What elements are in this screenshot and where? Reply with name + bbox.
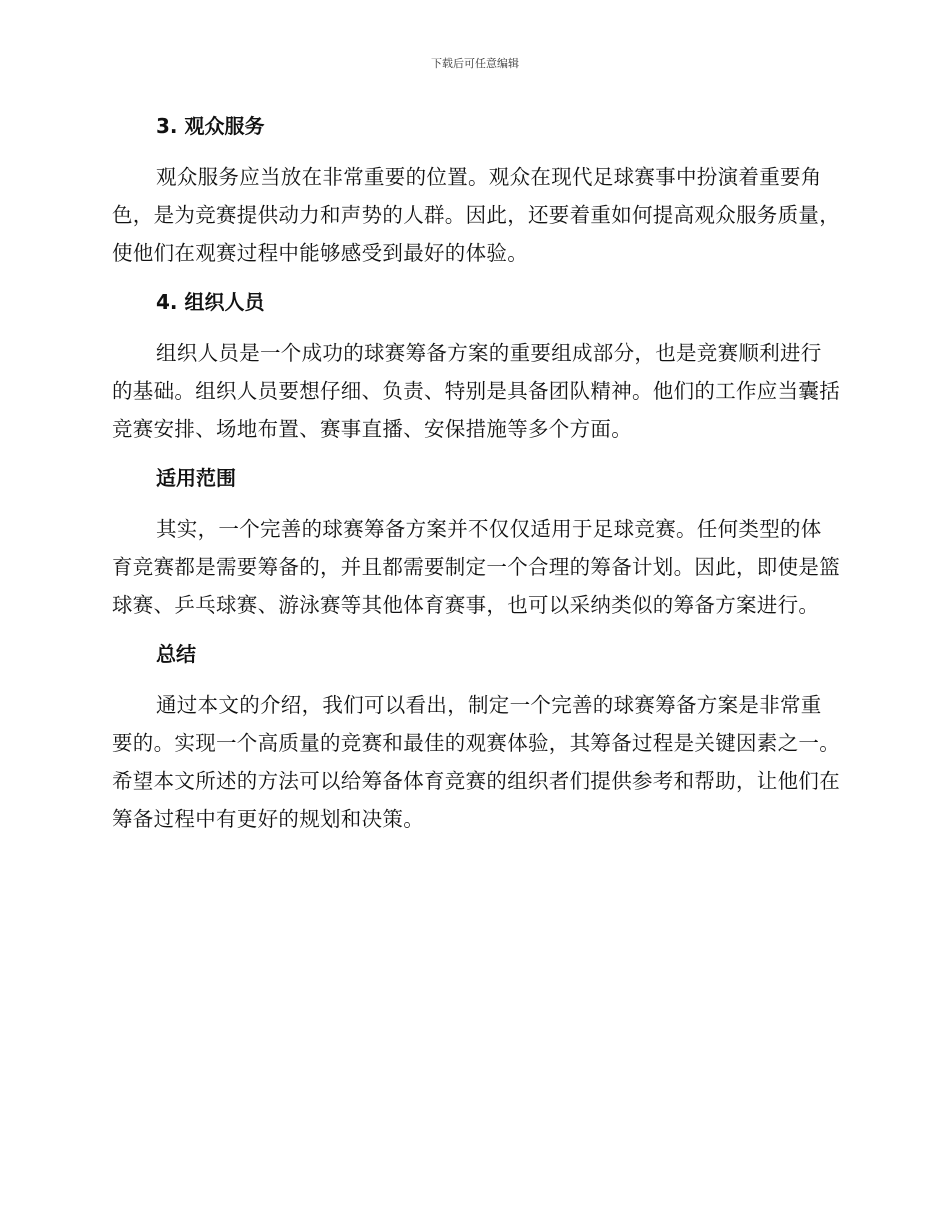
section-audience-service xyxy=(112,110,842,272)
section-scope xyxy=(112,462,842,624)
section-paragraph: 组织人员是一个成功的球赛筹备方案的重要组成部分，也是竞赛顺利进行的基础。组织人员要想仔细、负责、特别是具备团队精神。他们的工作应当囊括竞赛安排、场地布置、赛事直播、安保措施等多个方面。 xyxy=(112,341,840,441)
section-heading: 适用范围 xyxy=(156,466,236,490)
section-paragraph: 观众服务应当放在非常重要的位置。观众在现代足球赛事中扮演着重要角色，是为竞赛提供动力和声势的人群。因此，还要着重如何提高观众服务质量，使他们在观赛过程中能够感受到最好的体验。 xyxy=(112,165,840,265)
section-summary xyxy=(112,638,842,838)
section-organizers xyxy=(112,286,842,448)
section-heading: 4. 组织人员 xyxy=(156,290,265,314)
section-paragraph: 其实，一个完善的球赛筹备方案并不仅仅适用于足球竞赛。任何类型的体育竞赛都是需要筹备的，并且都需要制定一个合理的筹备计划。因此，即使是篮球赛、乒乓球赛、游泳赛等其他体育赛事，也可以采纳类似的筹备方案进行。 xyxy=(112,517,840,617)
section-heading: 3. 观众服务 xyxy=(156,114,265,138)
section-paragraph: 通过本文的介绍，我们可以看出，制定一个完善的球赛筹备方案是非常重要的。实现一个高质量的竞赛和最佳的观赛体验，其筹备过程是关键因素之一。希望本文所述的方法可以给筹备体育竞赛的组织者们提供参考和帮助，让他们在筹备过程中有更好的规划和决策。 xyxy=(112,693,840,831)
section-heading: 总结 xyxy=(156,642,196,666)
page-header: 下载后可任意编辑 xyxy=(431,57,519,70)
document-body xyxy=(112,110,842,852)
